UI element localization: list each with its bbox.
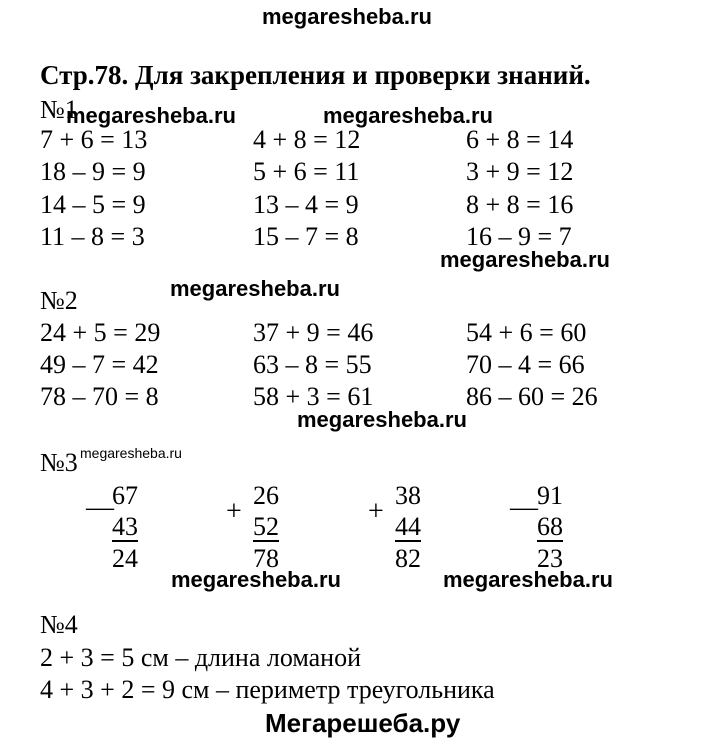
task2-expr: 70 – 4 = 66 — [466, 350, 585, 379]
page-title: Стр.78. Для закрепления и проверки знаний. — [40, 60, 591, 90]
task1-expr: 4 + 8 = 12 — [253, 125, 361, 154]
task2-expr: 37 + 9 = 46 — [253, 318, 374, 347]
subtrahend: 43 — [112, 512, 138, 541]
task1-expr: 8 + 8 = 16 — [466, 190, 574, 219]
watermark: megaresheba.ru — [440, 247, 610, 272]
task1-expr: 11 – 8 = 3 — [40, 222, 145, 251]
addend: 44 — [395, 512, 421, 541]
task2-expr: 24 + 5 = 29 — [40, 318, 161, 347]
task2-expr: 63 – 8 = 55 — [253, 350, 372, 379]
task2-label: №2 — [40, 286, 78, 315]
addend: 38 — [395, 481, 421, 510]
column-result: 82 — [395, 544, 421, 573]
task2-expr: 54 + 6 = 60 — [466, 318, 587, 347]
plus-sign: + — [226, 496, 242, 527]
watermark: megaresheba.ru — [80, 445, 182, 461]
minuend: 91 — [537, 481, 563, 510]
watermark: megaresheba.ru — [170, 276, 340, 301]
task2-expr: 49 – 7 = 42 — [40, 350, 159, 379]
task1-expr: 5 + 6 = 11 — [253, 157, 360, 186]
minus-sign: — — [510, 492, 538, 523]
task4-label: №4 — [40, 610, 78, 639]
task1-expr: 15 – 7 = 8 — [253, 222, 359, 251]
task1-expr: 14 – 5 = 9 — [40, 190, 146, 219]
task1-expr: 16 – 9 = 7 — [466, 222, 572, 251]
watermark: megaresheba.ru — [323, 103, 493, 128]
task2-expr: 78 – 70 = 8 — [40, 382, 159, 411]
task2-expr: 86 – 60 = 26 — [466, 382, 598, 411]
task1-label: №1 — [40, 95, 78, 124]
watermark: megaresheba.ru — [443, 567, 613, 592]
minus-sign: — — [86, 492, 114, 523]
watermark: megaresheba.ru — [171, 567, 341, 592]
addend: 52 — [253, 512, 279, 541]
column-result: 23 — [537, 544, 563, 573]
task3-label: №3 — [40, 448, 78, 477]
task1-expr: 13 – 4 = 9 — [253, 190, 359, 219]
plus-sign: + — [368, 496, 384, 527]
subtrahend: 68 — [537, 512, 563, 541]
task1-expr: 7 + 6 = 13 — [40, 125, 148, 154]
footer-brand: Мегарешеба.ру — [265, 708, 461, 738]
addend: 26 — [253, 481, 279, 510]
column-result: 24 — [112, 544, 138, 573]
task4-line: 2 + 3 = 5 см – длина ломаной — [40, 643, 362, 672]
task1-expr: 18 – 9 = 9 — [40, 157, 146, 186]
task1-expr: 6 + 8 = 14 — [466, 125, 574, 154]
task2-expr: 58 + 3 = 61 — [253, 382, 374, 411]
watermark: megaresheba.ru — [297, 407, 467, 432]
task4-line: 4 + 3 + 2 = 9 см – периметр треугольника — [40, 675, 495, 704]
column-result: 78 — [253, 544, 279, 573]
minuend: 67 — [112, 481, 138, 510]
watermark: megaresheba.ru — [66, 103, 236, 128]
task1-expr: 3 + 9 = 12 — [466, 157, 574, 186]
watermark: megaresheba.ru — [262, 4, 432, 29]
